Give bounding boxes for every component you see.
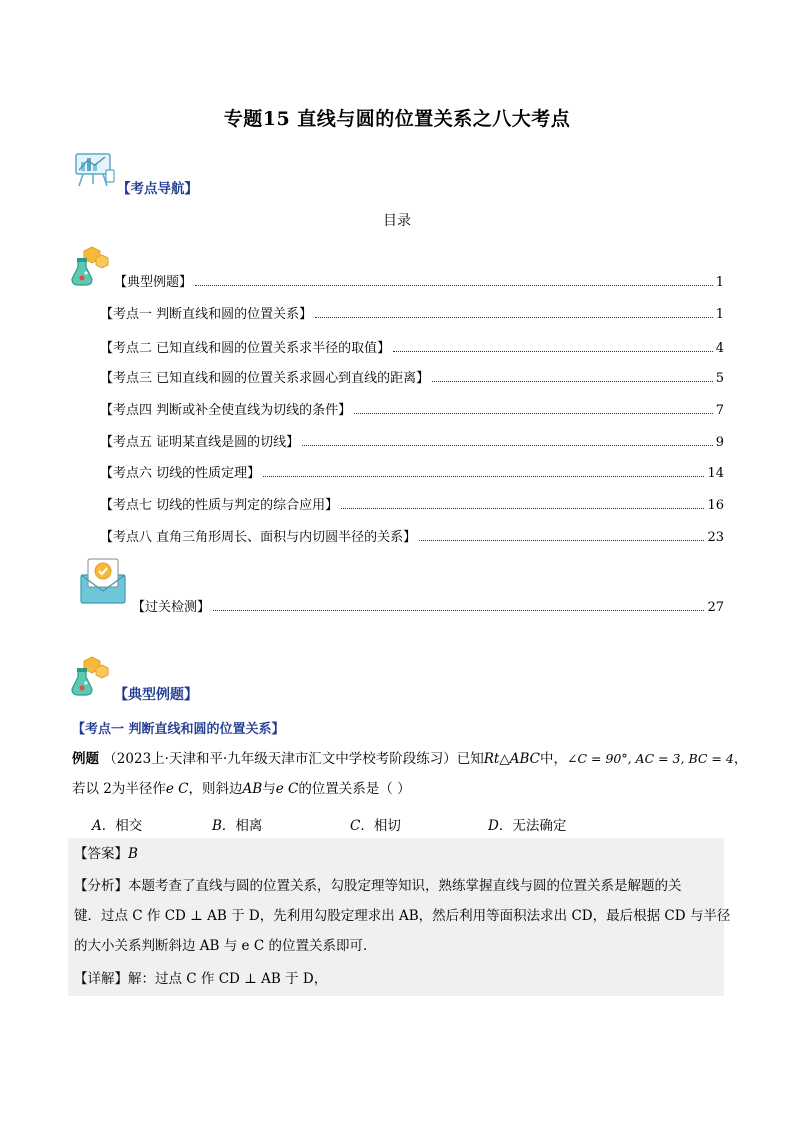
toc-label: 【考点八 直角三角形周长、面积与内切圆半径的关系】 bbox=[100, 530, 417, 545]
option-d[interactable]: D．无法确定 bbox=[488, 818, 567, 834]
toc-entry-typical[interactable] bbox=[114, 272, 724, 290]
toc-label: 【考点五 证明某直线是圆的切线】 bbox=[100, 435, 300, 450]
answer-line bbox=[74, 841, 138, 867]
detail-tag: 【详解】 bbox=[74, 971, 128, 987]
analysis-line3: 的大小关系判断斜边 AB 与 e C 的位置关系即可． bbox=[74, 938, 377, 954]
toc-label: 【考点三 已知直线和圆的位置关系求圆心到直线的距离】 bbox=[100, 371, 430, 386]
toc-leader bbox=[432, 380, 713, 382]
option-key: B bbox=[212, 818, 222, 834]
toc-entry[interactable] bbox=[100, 527, 724, 545]
toc-leader bbox=[419, 539, 704, 541]
option-text: 相离 bbox=[235, 818, 263, 834]
option-b[interactable]: B．相离 bbox=[212, 818, 263, 834]
toc-page: 1 bbox=[715, 307, 724, 322]
example-text: 若以 2为半径作 bbox=[72, 781, 166, 797]
math-expr: e C bbox=[275, 781, 299, 797]
toc-leader bbox=[302, 444, 713, 446]
toc-page: 4 bbox=[715, 341, 724, 356]
flask-icon bbox=[70, 655, 112, 697]
math-expr: AB bbox=[242, 781, 263, 797]
toc-label: 【过关检测】 bbox=[132, 600, 211, 615]
toc-leader bbox=[213, 609, 704, 611]
easel-icon bbox=[73, 150, 117, 188]
example-question-line1 bbox=[72, 746, 748, 772]
analysis-line2: 键．过点 C 作 CD ⊥ AB 于 D，先利用勾股定理求出 AB，然后利用等面积法求出 CD，最后根据 CD 与半径 bbox=[74, 908, 731, 924]
detail-line bbox=[74, 966, 327, 992]
toc-page: 14 bbox=[707, 466, 724, 481]
toc-entry[interactable] bbox=[100, 338, 724, 356]
toc-entry[interactable] bbox=[100, 432, 724, 450]
math-expr: ∠C = 90°, AC = 3, BC = 4 bbox=[566, 751, 734, 766]
example-text: ，则斜边 bbox=[188, 781, 243, 797]
toc-heading: 目录 bbox=[383, 213, 411, 229]
answer-tag: 【答案】 bbox=[74, 846, 128, 862]
toc-page: 9 bbox=[715, 435, 724, 450]
toc-entry[interactable] bbox=[100, 400, 724, 418]
toc-leader bbox=[263, 475, 704, 477]
example-text: ， bbox=[733, 751, 748, 767]
toc-label: 【考点六 切线的性质定理】 bbox=[100, 466, 261, 481]
toc-entry[interactable] bbox=[100, 304, 724, 322]
math-expr: e C bbox=[165, 781, 189, 797]
analysis-tag: 【分析】 bbox=[74, 878, 128, 894]
toc-entry[interactable] bbox=[100, 368, 724, 386]
example-text: 中， bbox=[539, 751, 567, 767]
toc-label: 【考点四 判断或补全使直线为切线的条件】 bbox=[100, 403, 352, 418]
analysis-text: 本题考查了直线与圆的位置关系，勾股定理等知识，熟练掌握直线与圆的位置关系是解题的关 bbox=[128, 878, 682, 894]
flask-icon bbox=[70, 245, 112, 287]
toc-page: 1 bbox=[715, 275, 724, 290]
option-key: A bbox=[92, 818, 102, 834]
toc-entry-check[interactable] bbox=[132, 597, 724, 615]
answer-value: B bbox=[128, 846, 138, 862]
option-text: 相切 bbox=[373, 818, 401, 834]
detail-text: 解：过点 C 作 CD ⊥ AB 于 D， bbox=[128, 971, 328, 987]
option-text: 无法确定 bbox=[512, 818, 567, 834]
math-expr: Rt△ABC bbox=[483, 751, 540, 767]
check-envelope-icon bbox=[78, 557, 128, 605]
section-heading: 【典型例题】 bbox=[114, 687, 198, 703]
toc-leader bbox=[393, 350, 713, 352]
toc-leader bbox=[315, 316, 713, 318]
toc-page: 7 bbox=[715, 403, 724, 418]
toc-label: 【典型例题】 bbox=[114, 275, 193, 290]
nav-label: 【考点导航】 bbox=[117, 181, 198, 197]
example-question-line2 bbox=[72, 776, 411, 802]
option-key: D bbox=[488, 818, 499, 834]
toc-label: 【考点七 切线的性质与判定的综合应用】 bbox=[100, 498, 339, 513]
example-lead: 例题 bbox=[72, 751, 99, 767]
toc-leader bbox=[354, 412, 713, 414]
toc-page: 23 bbox=[707, 530, 724, 545]
toc-page: 5 bbox=[715, 371, 724, 386]
toc-page: 16 bbox=[707, 498, 724, 513]
option-text: 相交 bbox=[115, 818, 143, 834]
toc-entry[interactable] bbox=[100, 463, 724, 481]
option-key: C bbox=[350, 818, 361, 834]
toc-label: 【考点二 已知直线和圆的位置关系求半径的取值】 bbox=[100, 341, 391, 356]
toc-label: 【考点一 判断直线和圆的位置关系】 bbox=[100, 307, 313, 322]
example-text: 的位置关系是（ ） bbox=[298, 781, 411, 797]
toc-leader bbox=[195, 284, 713, 286]
page-title: 专题15 直线与圆的位置关系之八大考点 bbox=[223, 108, 571, 130]
toc-entry[interactable] bbox=[100, 495, 724, 513]
option-c[interactable]: C．相切 bbox=[350, 818, 401, 834]
toc-leader bbox=[341, 507, 704, 509]
analysis-line1 bbox=[74, 873, 682, 899]
keypoint-heading: 【考点一 判断直线和圆的位置关系】 bbox=[72, 722, 285, 737]
example-text: 与 bbox=[262, 781, 276, 797]
toc-page: 27 bbox=[707, 600, 724, 615]
example-source: （2023上·天津和平·九年级天津市汇文中学校考阶段练习）已知 bbox=[103, 751, 484, 767]
option-a[interactable]: A．相交 bbox=[92, 818, 143, 834]
